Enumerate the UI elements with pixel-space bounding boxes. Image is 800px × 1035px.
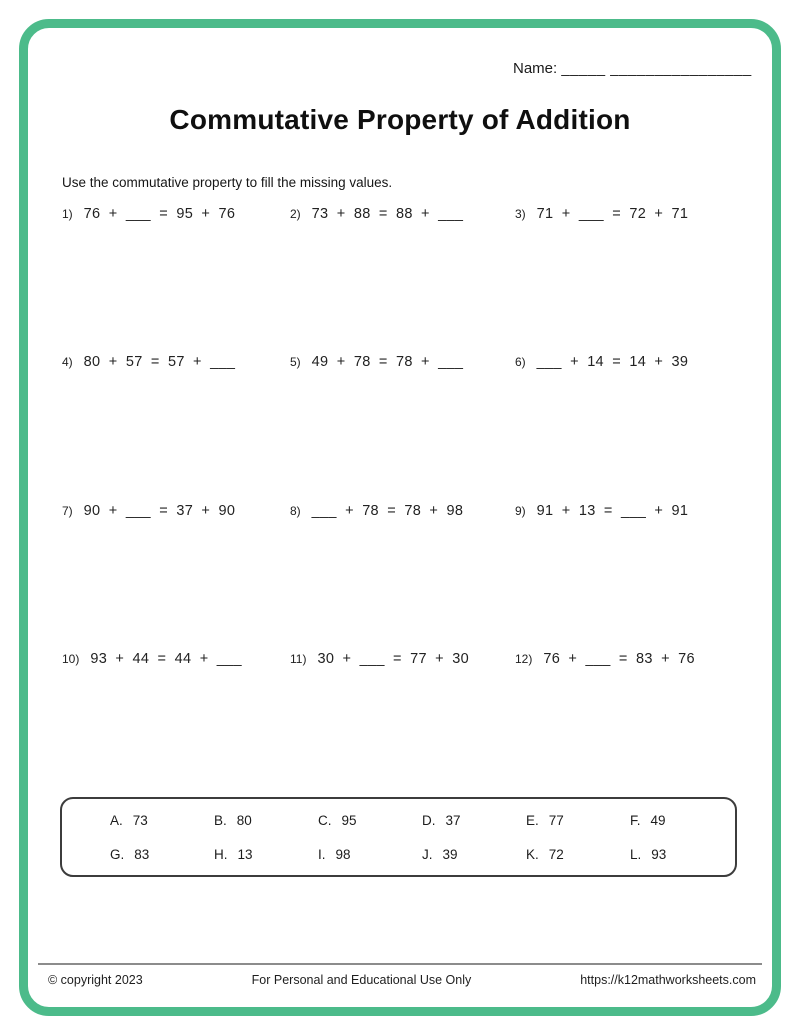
name-label: Name: (513, 60, 558, 77)
problem-number: 2) (290, 207, 301, 221)
problem-item-8 (290, 504, 515, 652)
problem-equation: 93 + 44 = 44 + ___ (90, 650, 242, 667)
problem-number: 11) (290, 651, 307, 666)
answer-bank (60, 797, 737, 877)
problem-item-11 (290, 652, 515, 800)
answer-item-e (526, 813, 630, 828)
answer-item-a (110, 813, 214, 828)
footer-copyright: © copyright 2023 (48, 973, 143, 987)
answer-letter: E. (526, 812, 539, 828)
problem-item-1 (62, 207, 290, 355)
footer-divider (38, 963, 762, 965)
problem-item-9 (515, 504, 770, 652)
answer-letter: K. (526, 846, 539, 862)
answer-value: 80 (236, 812, 252, 828)
footer-url: https://k12mathworksheets.com (580, 973, 756, 987)
answer-value: 83 (134, 846, 150, 862)
answer-item-h (214, 847, 318, 862)
answer-letter: H. (214, 846, 228, 862)
answer-letter: I. (318, 846, 326, 862)
problem-equation: 71 + ___ = 72 + 71 (536, 206, 689, 222)
problem-number: 9) (515, 503, 526, 518)
problem-number: 4) (62, 355, 73, 370)
answer-item-b (214, 813, 318, 828)
problem-item-7 (62, 504, 290, 652)
answer-item-c (318, 813, 422, 828)
footer (48, 973, 756, 987)
answer-letter: J. (422, 846, 433, 862)
answer-value: 72 (548, 846, 564, 862)
problem-item-3 (515, 207, 770, 355)
page-title: Commutative Property of Addition (169, 104, 631, 135)
answer-letter: D. (422, 812, 436, 828)
answer-value: 77 (548, 812, 564, 828)
answer-item-j (422, 847, 526, 862)
problem-item-4 (62, 355, 290, 503)
answer-value: 95 (341, 812, 357, 828)
problems-grid (62, 207, 770, 800)
problem-equation: 73 + 88 = 88 + ___ (311, 206, 464, 222)
answer-value: 13 (237, 846, 253, 862)
problem-equation: 76 + ___ = 95 + 76 (83, 206, 236, 222)
answer-value: 73 (132, 812, 148, 828)
problem-item-10 (62, 652, 290, 800)
problem-equation: 49 + 78 = 78 + ___ (311, 354, 464, 371)
answer-item-i (318, 847, 422, 862)
problem-item-5 (290, 355, 515, 503)
answer-letter: G. (110, 846, 125, 862)
footer-usage-text: For Personal and Educational Use Only (251, 973, 472, 987)
answer-letter: C. (318, 812, 332, 828)
problem-item-6 (515, 355, 770, 503)
problem-number: 10) (62, 651, 80, 666)
problem-item-12 (515, 652, 770, 800)
answer-letter: A. (110, 812, 123, 828)
problem-number: 6) (515, 355, 526, 370)
problem-equation: ___ + 78 = 78 + 98 (311, 502, 464, 519)
answer-letter: F. (630, 812, 641, 828)
problem-number: 3) (515, 207, 526, 221)
instructions-text: Use the commutative property to fill the missing values. (62, 175, 393, 190)
answer-value: 98 (335, 846, 351, 862)
answer-item-l (630, 847, 734, 862)
problem-number: 5) (290, 355, 301, 370)
problem-item-2 (290, 207, 515, 355)
answer-value: 49 (650, 812, 666, 828)
answer-value: 37 (445, 812, 461, 828)
problem-number: 12) (515, 651, 533, 666)
answer-item-d (422, 813, 526, 828)
answer-letter: L. (630, 846, 642, 862)
problem-equation: ___ + 14 = 14 + 39 (536, 354, 689, 371)
problem-number: 1) (62, 207, 73, 221)
answer-item-k (526, 847, 630, 862)
problem-equation: 80 + 57 = 57 + ___ (83, 354, 236, 371)
name-field-row (513, 60, 752, 77)
answer-value: 39 (442, 846, 458, 862)
problem-equation: 76 + ___ = 83 + 76 (543, 650, 695, 667)
problem-number: 8) (290, 503, 301, 518)
problem-number: 7) (62, 503, 73, 518)
answer-item-g (110, 847, 214, 862)
problem-equation: 30 + ___ = 77 + 30 (317, 650, 470, 667)
problem-equation: 91 + 13 = ___ + 91 (536, 502, 689, 519)
problem-equation: 90 + ___ = 37 + 90 (83, 502, 236, 519)
answer-item-f (630, 813, 734, 828)
answer-value: 93 (651, 846, 667, 862)
name-blank-line: _____ ________________ (561, 60, 752, 77)
answer-letter: B. (214, 812, 227, 828)
